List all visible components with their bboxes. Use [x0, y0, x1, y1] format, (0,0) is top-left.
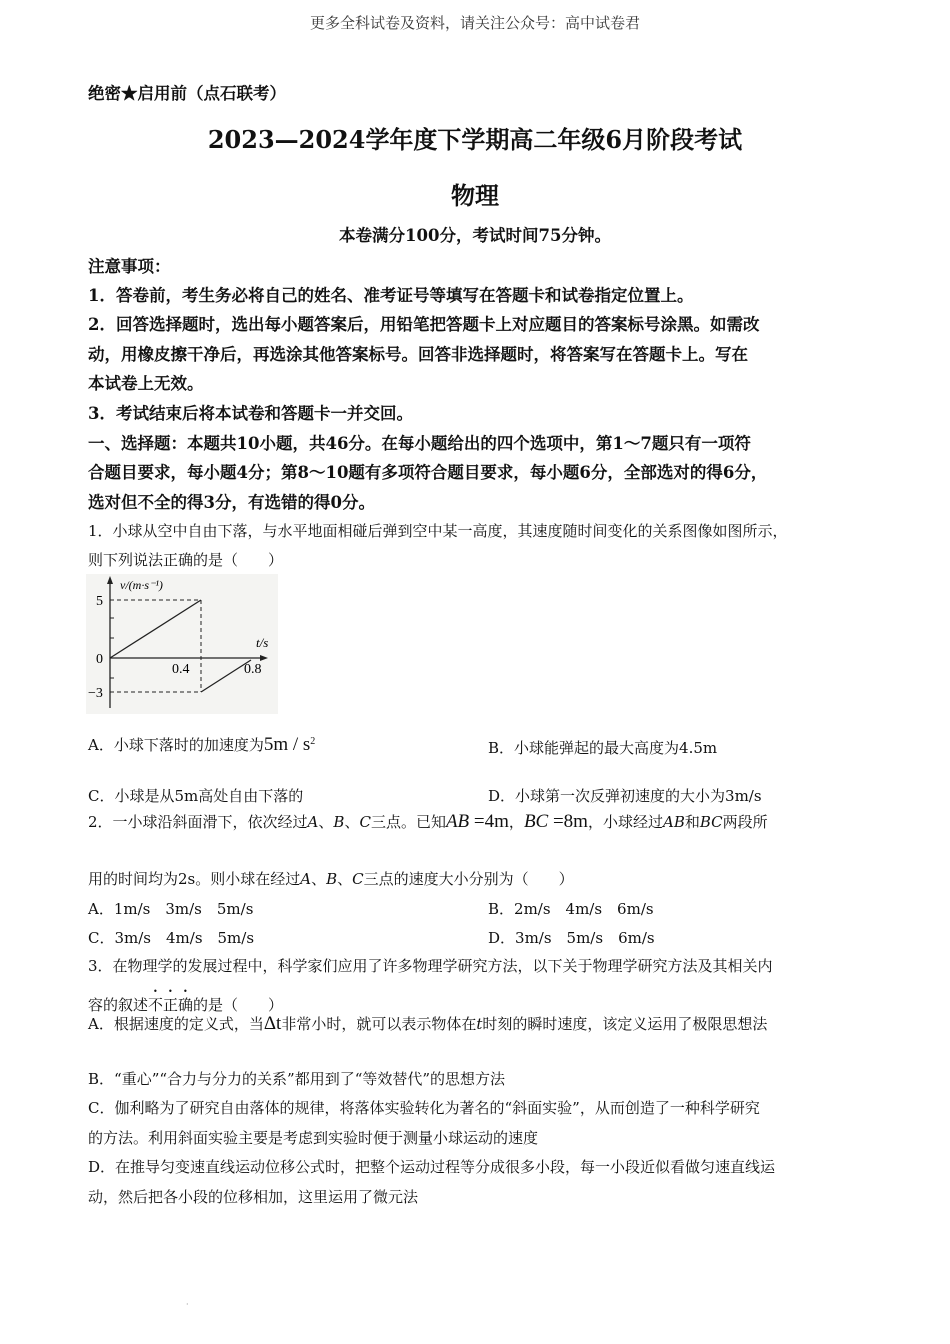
q2-bc-var: BC [523, 811, 549, 832]
q2-stem-line2 [88, 868, 574, 889]
q3-stem-line1: 3．在物理学的发展过程中，科学家们应用了许多物理学研究方法，以下关于物理学研究方法及其相关内 [88, 957, 773, 975]
q2-line2-text-1: 用的时间均为2s。则小球在经过 [88, 870, 301, 888]
q2-text-2: 三点。已知 [370, 813, 446, 831]
notice-item-3: 3．考试结束后将本试卷和答题卡一并交回。 [88, 404, 413, 423]
q2-text-4: 两段所 [722, 813, 768, 831]
q2-option-b: B．2m/s 4m/s 6m/s [488, 900, 654, 918]
q3-option-d-line2: 动，然后把各小段的位移相加，这里运用了微元法 [88, 1188, 419, 1206]
q2-point-c: C [359, 813, 371, 831]
q3-option-c-line1: C．伽利略为了研究自由落体的规律，将落体实验转化为著名的“斜面实验”，从而创造了一种科学研究 [88, 1099, 760, 1117]
q3-option-a-t: t [476, 1015, 483, 1033]
q3-option-a-text-2: 非常小时，就可以表示物体在 [281, 1015, 477, 1033]
q1-option-a-accel: 5m / s [263, 734, 311, 755]
notice-heading: 注意事项： [88, 257, 171, 276]
subject-title: 物理 [451, 181, 499, 210]
q1-option-b: B．小球能弹起的最大高度为4.5m [488, 739, 718, 757]
q2-point-a: A [307, 813, 319, 831]
q2-bc-segment: BC [699, 813, 723, 831]
q3-option-a-text-3: 时刻的瞬时速度，该定义运用了极限思想法 [482, 1015, 768, 1033]
graph-tick-04: 0.4 [172, 662, 190, 677]
graph-tick-08: 0.8 [244, 662, 262, 677]
q2-ab-var: AB [445, 811, 470, 832]
section1-line2: 合题目要求，每小题4分；第8～10题有多项符合题目要求，每小题6分，全部选对的得6分， [88, 463, 768, 482]
q3-emphasis-incorrect: 不正确 [148, 996, 194, 1014]
q3-stem-text-1: 容的叙述 [88, 996, 149, 1014]
notice-item-2-line2: 动，用橡皮擦干净后，再选涂其他答案标号。回答非选择题时，将答案写在答题卡上。写在 [88, 345, 748, 364]
q2-line2-text-2: 三点的速度大小分别为（ ） [363, 870, 574, 888]
q3-stem-text-2: 的是（ ） [193, 996, 284, 1014]
q2-text-3: ，小球经过 [587, 813, 663, 831]
q2-and: 和 [684, 813, 700, 831]
q3-option-a [88, 1013, 767, 1035]
section1-line1: 一、选择题：本题共10小题，共46分。在每小题给出的四个选项中，第1～7题只有一项符 [88, 434, 751, 453]
q3-option-a-text-1: A．根据速度的定义式，当 [88, 1015, 264, 1033]
q2-sep: 、 [344, 813, 360, 831]
q3-option-b: B．“重心”“合力与分力的关系”都用到了“等效替代”的思想方法 [88, 1070, 506, 1088]
q3-option-c-line2: 的方法。利用斜面实验主要是考虑到实验时便于测量小球运动的速度 [88, 1129, 539, 1147]
q2-sep: 、 [318, 813, 334, 831]
graph-background [86, 574, 278, 714]
graph-tick-m3: −3 [88, 686, 103, 701]
secret-label: 绝密★启用前（点石联考） [88, 84, 286, 103]
q1-option-a-sup: 2 [310, 736, 316, 747]
q2-ab-val: =4m [469, 811, 509, 832]
q2-line2-c: C [352, 870, 364, 888]
notice-item-1: 1．答卷前，考生务必将自己的姓名、准考证号等填写在答题卡和试卷指定位置上。 [88, 286, 694, 305]
graph-x-label: t/s [256, 635, 269, 650]
q1-vt-graph [86, 574, 278, 714]
q2-line2-a: A [300, 870, 312, 888]
q1-option-a-text: A．小球下落时的加速度为 [88, 736, 264, 754]
q1-option-a [88, 734, 315, 756]
page-header: 更多全科试卷及资料，请关注公众号：高中试卷君 [309, 14, 640, 32]
q2-line2-sep: 、 [311, 870, 327, 888]
notice-item-2-line3: 本试卷上无效。 [88, 374, 204, 393]
q3-option-a-delta-t: Δt [263, 1013, 282, 1034]
q2-line2-sep: 、 [337, 870, 353, 888]
graph-tick-5: 5 [96, 594, 103, 609]
notice-item-2-line1: 2．回答选择题时，选出每小题答案后，用铅笔把答题卡上对应题目的答案标号涂黑。如需改 [88, 315, 760, 334]
q1-stem-line2: 则下列说法正确的是（ ） [88, 551, 284, 569]
exam-info: 本卷满分100分，考试时间75分钟。 [339, 226, 611, 245]
q1-stem-line1: 1．小球从空中自由下落，与水平地面相碰后弹到空中某一高度，其速度随时间变化的关系图像如图所示， [88, 522, 788, 540]
footer-dot: · [186, 1300, 189, 1309]
q2-stem-line1 [88, 811, 768, 833]
exam-title: 2023—2024学年度下学期高二年级6月阶段考试 [207, 125, 743, 154]
q2-comma: ， [508, 813, 524, 831]
q3-option-d-line1: D．在推导匀变速直线运动位移公式时，把整个运动过程等分成很多小段，每一小段近似看做匀速直线运 [88, 1158, 776, 1176]
q1-option-c: C．小球是从5m高处自由下落的 [88, 787, 304, 805]
q2-option-a: A．1m/s 3m/s 5m/s [88, 900, 254, 918]
q1-option-d: D．小球第一次反弹初速度的大小为3m/s [488, 787, 762, 805]
q2-option-c: C．3m/s 4m/s 5m/s [88, 929, 255, 947]
q2-text-1: 2．一小球沿斜面滑下，依次经过 [88, 813, 308, 831]
q3-stem-line2 [88, 987, 283, 1015]
q2-ab-segment: AB [662, 813, 685, 831]
q2-bc-val: =8m [548, 811, 588, 832]
graph-y-label: v/(m·s⁻¹) [120, 578, 163, 592]
q2-option-d: D．3m/s 5m/s 6m/s [488, 929, 655, 947]
graph-tick-0: 0 [96, 652, 103, 667]
section1-line3: 选对但不全的得3分，有选错的得0分。 [88, 493, 375, 512]
q2-point-b: B [333, 813, 345, 831]
q2-line2-b: B [326, 870, 338, 888]
